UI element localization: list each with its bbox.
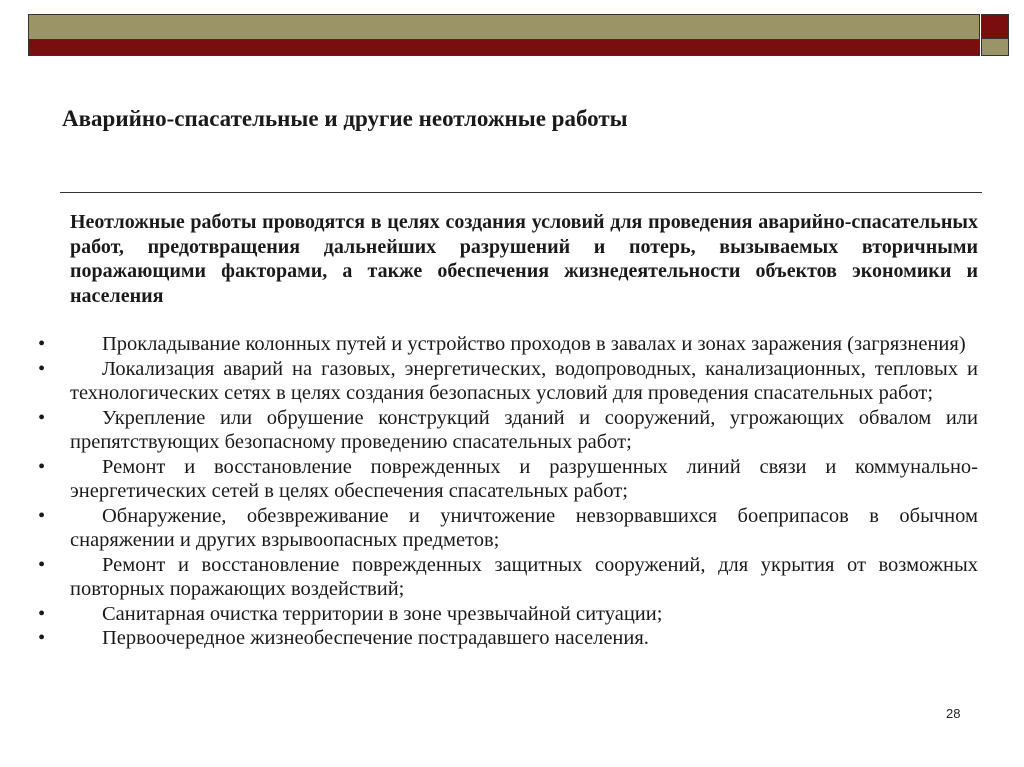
list-item-text: Локализация аварий на газовых, энергетических, водопроводных, канализационных, тепловых и технологических сетях в целях создания безопасных условий для проведения спасательных работ; — [70, 357, 978, 404]
corner-maroon-square — [981, 14, 1009, 39]
header-banner — [28, 14, 980, 56]
banner-maroon-stripe — [29, 40, 979, 55]
list-item — [38, 553, 978, 602]
bullet-icon: • — [38, 602, 46, 625]
list-item — [38, 455, 978, 504]
bullet-icon: • — [38, 504, 46, 527]
banner-olive-stripe — [29, 15, 979, 40]
banner-corner-block — [981, 14, 1009, 56]
list-item-text: Ремонт и восстановление поврежденных защитных сооружений, для укрытия от возможных повторных поражающих воздействий; — [70, 553, 978, 600]
page-number: 28 — [946, 706, 961, 721]
bullet-icon: • — [38, 553, 46, 576]
title-divider — [60, 192, 982, 193]
list-item-text: Укрепление или обрушение конструкций зданий и сооружений, угрожающих обвалом или препятствующих безопасному проведению спасательных работ; — [70, 406, 978, 453]
list-item — [38, 406, 978, 455]
list-item — [38, 332, 978, 357]
list-item-text: Санитарная очистка территории в зоне чрезвычайной ситуации; — [102, 602, 663, 625]
list-item — [38, 626, 978, 651]
list-item-text: Прокладывание колонных путей и устройство проходов в завалах и зонах заражения (загрязнения) — [102, 333, 966, 355]
bullet-icon: • — [38, 455, 46, 478]
corner-olive-square — [981, 38, 1009, 56]
bullet-icon: • — [38, 627, 46, 649]
list-item-text: Обнаружение, обезвреживание и уничтожение невзорвавшихся боеприпасов в обычном снаряжении и других взрывоопасных предметов; — [70, 504, 978, 551]
bullet-icon: • — [38, 333, 46, 355]
list-item — [38, 504, 978, 553]
list-item — [38, 602, 978, 627]
slide-title: Аварийно-спасательные и другие неотложные работы — [62, 106, 628, 131]
bullet-list — [38, 332, 978, 651]
list-item-text: Ремонт и восстановление поврежденных и разрушенных линий связи и коммунально-энергетических сетей в целях обеспечения спасательных работ; — [70, 455, 978, 502]
bullet-icon: • — [38, 406, 46, 429]
list-item — [38, 357, 978, 406]
slide-body — [38, 210, 978, 651]
intro-paragraph: Неотложные работы проводятся в целях создания условий для проведения аварийно-спасательных работ, предотвращения дальнейших разрушений и потерь, вызываемых вторичными поражающими факторами, а также обеспечения жизнедеятельности объектов экономики и населения — [70, 211, 978, 307]
bullet-icon: • — [38, 357, 46, 380]
list-item-text: Первоочередное жизнеобеспечение пострадавшего населения. — [102, 627, 649, 649]
